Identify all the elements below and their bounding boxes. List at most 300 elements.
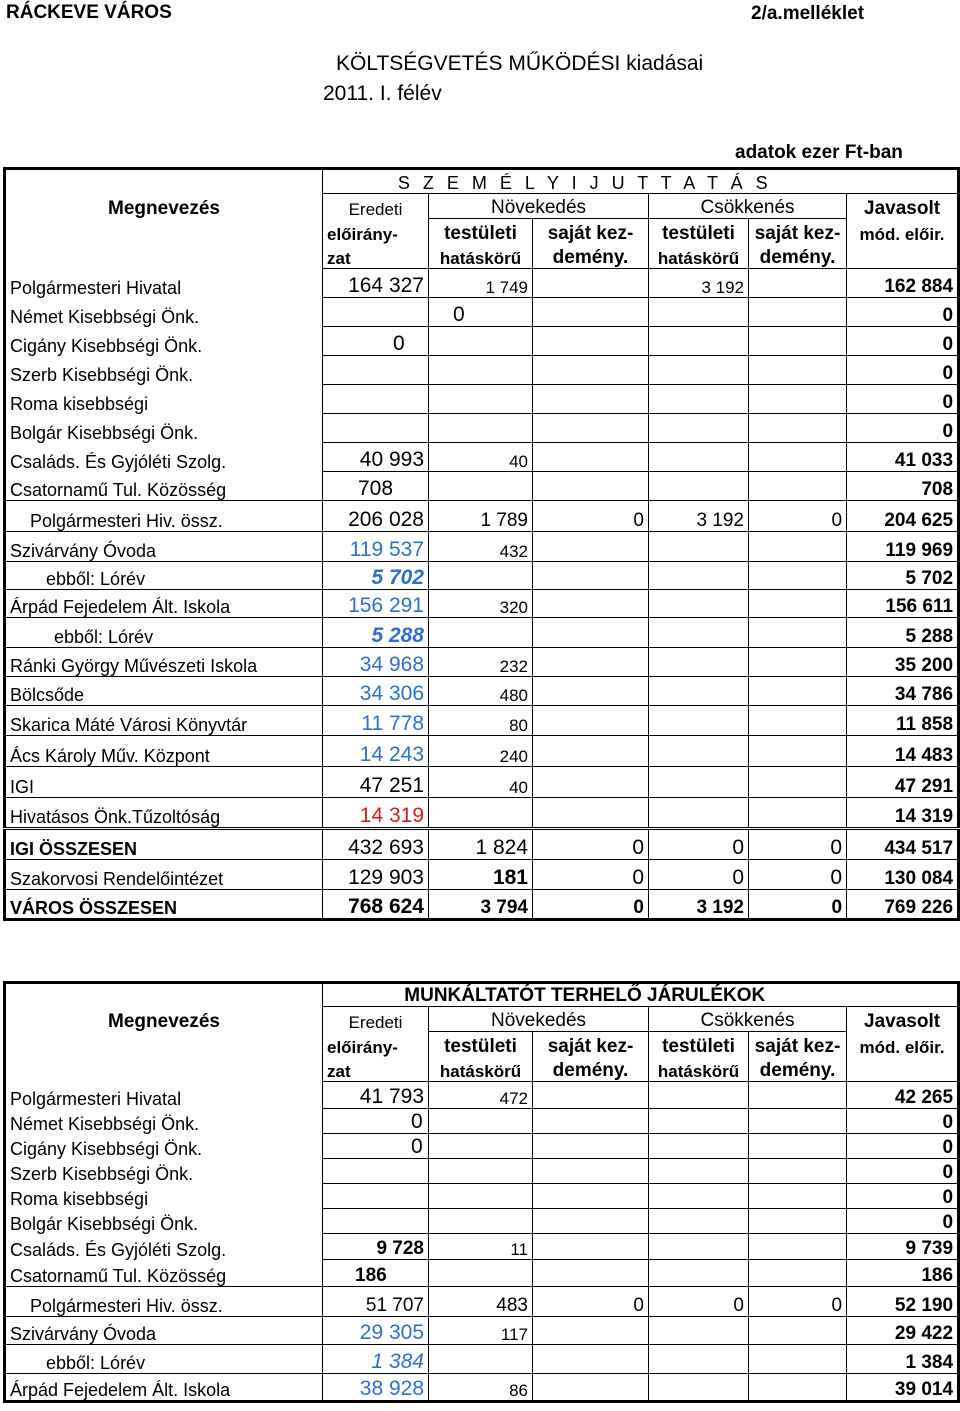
s2-cell-inc-c: 11 (429, 1234, 533, 1260)
s1-cell-inc-c (429, 798, 533, 829)
table-row (5, 798, 959, 829)
s1-row-name: Bölcsőde (5, 677, 323, 706)
s1-row-name: Skarica Máté Városi Könyvtár (5, 706, 323, 736)
s1-cell-orig: 14 243 (323, 736, 429, 767)
s2-cell-inc-c (429, 1134, 533, 1159)
table-row (5, 767, 959, 798)
column-header-inc-own-s2-2: demény. (533, 1057, 649, 1082)
s1-cell-dec-c (649, 327, 749, 356)
s1-row-name: Szerb Kisebbségi Önk. (10, 364, 194, 385)
s2-cell-dec-c (649, 1082, 749, 1109)
s2-cell-inc-c: 117 (429, 1317, 533, 1345)
column-header-original-2: előirány- (323, 219, 429, 244)
s1-cell-orig: 119 537 (323, 532, 429, 562)
s1-cell-dec-o: 0 (749, 860, 847, 890)
s1-cell-inc-c (429, 472, 533, 501)
s1-cell-prop: 41 033 (847, 443, 959, 472)
s2-cell-orig: 9 728 (323, 1234, 429, 1260)
table-row (5, 706, 959, 736)
header-row-2-3 (5, 1057, 959, 1082)
s1-cell-prop: 0 (847, 356, 959, 385)
personal-benefits-table (3, 167, 960, 921)
s1-cell-prop: 14 483 (847, 736, 959, 767)
s2-cell-inc-c (429, 1345, 533, 1374)
s1-cell-inc-c: 320 (429, 590, 533, 618)
s2-cell-prop: 0 (847, 1209, 959, 1234)
page-title: KÖLTSÉGVETÉS MŰKÖDÉSI kiadásai (336, 52, 704, 75)
s1-cell-prop: 14 319 (847, 798, 959, 829)
table-row (5, 590, 959, 618)
s1-cell-prop: 0 (847, 327, 959, 356)
column-header-name: Megnevezés (108, 197, 220, 219)
s1-cell-orig (323, 414, 429, 443)
table-row (5, 501, 959, 532)
s1-cell-inc-c (429, 385, 533, 414)
s1-cell-inc-c: 40 (429, 443, 533, 472)
s1-cell-inc-c (429, 618, 533, 648)
s1-cell-inc-c: 181 (429, 860, 533, 890)
s1-cell-inc-o: 0 (533, 501, 649, 532)
s1-cell-dec-c (649, 298, 749, 327)
table-row (5, 1159, 959, 1184)
s1-cell-orig: 5 288 (323, 618, 429, 648)
table-row (5, 443, 959, 472)
s1-row-name: Csatornamű Tul. Közösség (10, 480, 227, 501)
s2-cell-inc-o (533, 1184, 649, 1209)
s1-cell-dec-o (749, 327, 847, 356)
table-row (5, 472, 959, 501)
table-row (5, 1209, 959, 1234)
s1-cell-prop: 5 288 (847, 618, 959, 648)
s1-cell-dec-c (649, 414, 749, 443)
s2-cell-orig: 186 (323, 1260, 429, 1287)
s2-cell-prop: 0 (847, 1109, 959, 1134)
s2-row-name: ebből: Lórév (5, 1345, 323, 1374)
column-header-original-s2-3: zat (323, 1057, 429, 1082)
s1-cell-inc-c: 1 789 (429, 501, 533, 532)
s1-cell-inc-c (429, 298, 533, 327)
s2-cell-prop: 42 265 (847, 1082, 959, 1109)
s1-cell-orig: 47 251 (323, 767, 429, 798)
s2-row-name: Szerb Kisebbségi Önk. (10, 1163, 194, 1184)
s2-cell-prop: 0 (847, 1134, 959, 1159)
s2-cell-dec-o (749, 1260, 847, 1287)
unit-note: adatok ezer Ft-ban (735, 142, 903, 163)
s1-cell-orig: 432 693 (323, 829, 429, 860)
s2-cell-dec-c (649, 1317, 749, 1345)
column-header-increase: Növekedés (429, 194, 649, 219)
table-row (5, 1184, 959, 1209)
s1-cell-inc-o: 0 (533, 890, 649, 920)
s1-cell-dec-o (749, 648, 847, 677)
s1-cell-orig: 0 (323, 327, 429, 356)
s1-row-name: Ránki György Művészeti Iskola (5, 648, 323, 677)
s1-cell-inc-o: 0 (533, 860, 649, 890)
table-row (5, 269, 959, 298)
s1-cell-dec-c (649, 618, 749, 648)
s1-cell-inc-c: 80 (429, 706, 533, 736)
s1-cell-inc-o (533, 798, 649, 829)
s1-cell-orig: 11 778 (323, 706, 429, 736)
column-header-dec-own-s2-2: demény. (749, 1057, 847, 1082)
s1-cell-dec-o (749, 590, 847, 618)
s1-cell-dec-o: 0 (749, 890, 847, 920)
s1-cell-dec-c (649, 677, 749, 706)
s2-cell-inc-o (533, 1260, 649, 1287)
s1-cell-inc-c (429, 414, 533, 443)
table-row (5, 618, 959, 648)
s2-cell-dec-c (649, 1260, 749, 1287)
table-row (5, 890, 959, 920)
s1-cell-dec-c (649, 472, 749, 501)
column-header-inc-council-s2: testületi (429, 1032, 533, 1057)
s2-cell-inc-c (429, 1109, 533, 1134)
s1-cell-prop: 434 517 (847, 829, 959, 860)
s1-cell-prop: 119 969 (847, 532, 959, 562)
table-row (5, 1109, 959, 1134)
s1-cell-inc-c: 1 749 (429, 269, 533, 298)
s1-cell-prop: 130 084 (847, 860, 959, 890)
s1-cell-prop: 0 (847, 298, 959, 327)
s1-cell-inc-o (533, 269, 649, 298)
s1-cell-orig: 0 (323, 298, 429, 327)
s2-cell-dec-c (649, 1345, 749, 1374)
s1-cell-prop: 769 226 (847, 890, 959, 920)
s1-cell-dec-c (649, 798, 749, 829)
s1-cell-dec-c (649, 706, 749, 736)
s2-row-name: Csatornamű Tul. Közösség (10, 1266, 227, 1287)
s2-cell-inc-c: 472 (429, 1082, 533, 1109)
s1-cell-dec-c: 3 192 (649, 890, 749, 920)
table-row (5, 298, 959, 327)
s2-cell-prop: 1 384 (847, 1345, 959, 1374)
s1-cell-dec-o (749, 618, 847, 648)
table-row (5, 860, 959, 890)
s1-cell-inc-o (533, 443, 649, 472)
s1-cell-inc-o (533, 472, 649, 501)
s2-cell-dec-o (749, 1345, 847, 1374)
s1-cell-dec-c (649, 648, 749, 677)
column-header-dec-own-2: demény. (749, 244, 847, 269)
s2-cell-inc-o: 0 (533, 1287, 649, 1317)
s1-cell-inc-o (533, 385, 649, 414)
s2-cell-inc-c (429, 1159, 533, 1184)
city-name: RÁCKEVE VÁROS (6, 2, 172, 23)
column-header-modified-s2: mód. előir. (847, 1032, 959, 1057)
s2-cell-dec-c (649, 1159, 749, 1184)
column-header-original-s2: Eredeti (323, 1007, 429, 1032)
s2-cell-dec-c (649, 1234, 749, 1260)
header-row-1 (5, 194, 959, 219)
section1-banner: S Z E M É L Y I J U T T A T Á S (323, 169, 847, 194)
s1-cell-inc-c (429, 562, 533, 590)
s1-cell-inc-o (533, 677, 649, 706)
s1-cell-prop: 11 858 (847, 706, 959, 736)
table-row (5, 532, 959, 562)
s1-row-name: Árpád Fejedelem Ált. Iskola (5, 590, 323, 618)
s1-row-name: Hivatásos Önk.Tűzoltóság (5, 798, 323, 829)
s2-row-name: Roma kisebbségi (10, 1188, 149, 1209)
table-row (5, 1287, 959, 1317)
table-row (5, 414, 959, 443)
s2-cell-inc-o (533, 1345, 649, 1374)
column-header-inc-own-2: demény. (533, 244, 649, 269)
table-row (5, 648, 959, 677)
s1-cell-inc-o (533, 532, 649, 562)
s2-row-name: Polgármesteri Hiv. össz. (5, 1287, 323, 1317)
column-header-dec-council-2: hatáskörű (649, 244, 749, 269)
s2-cell-prop: 52 190 (847, 1287, 959, 1317)
s1-cell-dec-o (749, 443, 847, 472)
page-period: 2011. I. félév (323, 82, 442, 105)
s1-cell-dec-c: 3 192 (649, 269, 749, 298)
s1-cell-orig: 34 968 (323, 648, 429, 677)
s2-cell-inc-o (533, 1159, 649, 1184)
s2-cell-inc-o (533, 1234, 649, 1260)
table-row (5, 1234, 959, 1260)
s1-cell-prop: 0 (847, 385, 959, 414)
s2-cell-dec-c (649, 1209, 749, 1234)
s2-cell-dec-o (749, 1082, 847, 1109)
s1-row-name: Cigány Kisebbségi Önk. (10, 335, 203, 356)
s1-cell-dec-o (749, 677, 847, 706)
s1-cell-inc-o (533, 298, 649, 327)
s1-cell-inc-c (429, 356, 533, 385)
s1-row-name: Polgármesteri Hivatal (10, 277, 182, 298)
s2-cell-prop: 39 014 (847, 1374, 959, 1402)
s2-cell-orig (323, 1209, 429, 1234)
table-row (5, 736, 959, 767)
s1-cell-orig: 129 903 (323, 860, 429, 890)
table-row (5, 356, 959, 385)
s1-cell-dec-c (649, 736, 749, 767)
column-header-inc-council: testületi (429, 219, 533, 244)
s1-cell-dec-o (749, 767, 847, 798)
s2-cell-orig: 29 305 (323, 1317, 429, 1345)
s2-row-name: Polgármesteri Hivatal (10, 1088, 182, 1109)
s1-cell-prop: 156 611 (847, 590, 959, 618)
s1-cell-orig: 164 327 (323, 269, 429, 298)
s2-cell-orig (323, 1159, 429, 1184)
s2-cell-inc-c: 483 (429, 1287, 533, 1317)
s1-cell-prop: 47 291 (847, 767, 959, 798)
s1-cell-dec-o (749, 298, 847, 327)
section2-banner: MUNKÁLTATÓT TERHELŐ JÁRULÉKOK (323, 983, 847, 1007)
s2-cell-dec-o: 0 (749, 1287, 847, 1317)
s2-cell-dec-o (749, 1159, 847, 1184)
s1-cell-dec-c (649, 767, 749, 798)
column-header-inc-council-s2-2: hatáskörű (429, 1057, 533, 1082)
s1-cell-inc-o (533, 562, 649, 590)
s1-cell-dec-c (649, 443, 749, 472)
s2-cell-dec-c (649, 1374, 749, 1402)
s2-cell-prop: 0 (847, 1184, 959, 1209)
s2-cell-dec-o (749, 1109, 847, 1134)
s1-cell-inc-c: 432 (429, 532, 533, 562)
s1-cell-orig (323, 356, 429, 385)
table-row (5, 677, 959, 706)
column-header-original-s2-2: előirány- (323, 1032, 429, 1057)
column-header-proposed-s2: Javasolt (847, 1007, 959, 1032)
s1-cell-orig: 206 028 (323, 501, 429, 532)
s1-row-name: Polgármesteri Hiv. össz. (5, 501, 323, 532)
s1-cell-dec-o (749, 385, 847, 414)
s1-cell-orig (323, 385, 429, 414)
header-row-2-1 (5, 1007, 959, 1032)
s1-cell-dec-o (749, 532, 847, 562)
s1-cell-orig: 708 (323, 472, 429, 501)
s2-cell-dec-o (749, 1317, 847, 1345)
s2-cell-inc-o (533, 1317, 649, 1345)
s1-row-name: Roma kisebbségi (10, 393, 149, 414)
column-header-decrease-s2: Csökkenés (649, 1007, 847, 1032)
s2-cell-prop: 0 (847, 1159, 959, 1184)
s1-cell-prop: 34 786 (847, 677, 959, 706)
s1-cell-inc-o (533, 327, 649, 356)
s2-cell-inc-o (533, 1374, 649, 1402)
table-row (5, 385, 959, 414)
column-header-inc-own: saját kez- (533, 219, 649, 244)
s2-row-name: Szivárvány Óvoda (5, 1317, 323, 1345)
s2-cell-dec-o (749, 1374, 847, 1402)
s2-cell-inc-c (429, 1209, 533, 1234)
column-header-original: Eredeti (323, 194, 429, 219)
s1-cell-inc-c: 240 (429, 736, 533, 767)
s2-cell-inc-c: 86 (429, 1374, 533, 1402)
table-row (5, 1317, 959, 1345)
s1-cell-prop: 162 884 (847, 269, 959, 298)
column-header-dec-council-s2: testületi (649, 1032, 749, 1057)
s1-cell-inc-o (533, 618, 649, 648)
s2-cell-inc-c (429, 1260, 533, 1287)
s1-cell-dec-c: 0 (649, 860, 749, 890)
column-header-original-3: zat (323, 244, 429, 269)
header-row-3 (5, 244, 959, 269)
s2-cell-inc-o (533, 1209, 649, 1234)
s1-cell-orig: 34 306 (323, 677, 429, 706)
column-header-dec-council: testületi (649, 219, 749, 244)
s1-row-name: IGI (5, 767, 323, 798)
s1-row-name: Német Kisebbségi Önk. (10, 306, 200, 327)
s1-row-name: Szivárvány Óvoda (5, 532, 323, 562)
s1-cell-orig: 156 291 (323, 590, 429, 618)
s2-cell-orig: 0 (323, 1109, 429, 1134)
s2-row-name: Árpád Fejedelem Ált. Iskola (5, 1374, 323, 1402)
s2-cell-inc-o (533, 1109, 649, 1134)
table-row (5, 1345, 959, 1374)
s1-cell-inc-o (533, 706, 649, 736)
table-row (5, 562, 959, 590)
table-row (5, 829, 959, 860)
s1-cell-prop: 35 200 (847, 648, 959, 677)
s2-cell-prop: 186 (847, 1260, 959, 1287)
s1-cell-orig: 14 319 (323, 798, 429, 829)
column-header-decrease: Csökkenés (649, 194, 847, 219)
s2-cell-dec-o (749, 1234, 847, 1260)
s1-row-name: VÁROS ÖSSZESEN (5, 890, 323, 920)
personal-benefits-rows (5, 269, 959, 920)
s1-cell-dec-o (749, 562, 847, 590)
s1-cell-dec-o (749, 798, 847, 829)
s2-cell-dec-c (649, 1184, 749, 1209)
s1-cell-inc-o (533, 767, 649, 798)
s1-cell-dec-c: 0 (649, 829, 749, 860)
s1-cell-inc-c: 1 824 (429, 829, 533, 860)
employer-contributions-table (3, 981, 960, 1403)
table-row (5, 1374, 959, 1402)
s1-cell-prop: 0 (847, 414, 959, 443)
banner-row (5, 169, 959, 194)
s2-cell-dec-c (649, 1134, 749, 1159)
s2-cell-orig: 51 707 (323, 1287, 429, 1317)
s2-cell-dec-o (749, 1184, 847, 1209)
s1-cell-inc-c: 40 (429, 767, 533, 798)
s1-row-name: Bolgár Kisebbségi Önk. (10, 422, 199, 443)
s2-cell-orig (323, 1184, 429, 1209)
column-header-dec-own-s2: saját kez- (749, 1032, 847, 1057)
header-row-2 (5, 219, 959, 244)
s1-cell-inc-c: 480 (429, 677, 533, 706)
s2-row-name: Cigány Kisebbségi Önk. (10, 1138, 203, 1159)
s1-cell-dec-o (749, 472, 847, 501)
s1-cell-prop: 5 702 (847, 562, 959, 590)
s2-cell-dec-o (749, 1134, 847, 1159)
s1-row-name: Ács Károly Műv. Központ (5, 736, 323, 767)
s1-cell-inc-o (533, 590, 649, 618)
s1-cell-dec-o (749, 356, 847, 385)
header-row-2-2 (5, 1032, 959, 1057)
s1-cell-dec-o (749, 414, 847, 443)
column-header-inc-own-s2: saját kez- (533, 1032, 649, 1057)
s1-cell-inc-o (533, 648, 649, 677)
s2-cell-orig: 0 (323, 1134, 429, 1159)
s2-row-name: Családs. És Gyjóléti Szolg. (10, 1239, 227, 1260)
s1-cell-orig: 40 993 (323, 443, 429, 472)
table-row (5, 1134, 959, 1159)
s1-row-name: Szakorvosi Rendelőintézet (5, 860, 323, 890)
column-header-modified: mód. előir. (847, 219, 959, 244)
banner-row-2 (5, 983, 959, 1007)
s1-cell-inc-o (533, 736, 649, 767)
table-row (5, 1082, 959, 1109)
s2-row-name: Bolgár Kisebbségi Önk. (10, 1213, 199, 1234)
s2-row-name: Német Kisebbségi Önk. (10, 1113, 200, 1134)
s1-cell-dec-c: 3 192 (649, 501, 749, 532)
s1-cell-dec-c (649, 385, 749, 414)
column-header-proposed: Javasolt (847, 194, 959, 219)
s1-cell-inc-c (429, 327, 533, 356)
s1-cell-dec-o: 0 (749, 829, 847, 860)
column-header-inc-council-2: hatáskörű (429, 244, 533, 269)
employer-contributions-rows (5, 1082, 959, 1402)
table-row (5, 1260, 959, 1287)
s1-cell-inc-c: 232 (429, 648, 533, 677)
s1-cell-dec-c (649, 532, 749, 562)
s2-cell-prop: 29 422 (847, 1317, 959, 1345)
column-header-name-2: Megnevezés (108, 1010, 220, 1032)
annex-label: 2/a.melléklet (751, 3, 865, 24)
s1-cell-prop: 708 (847, 472, 959, 501)
s2-cell-dec-c (649, 1109, 749, 1134)
s2-cell-dec-c: 0 (649, 1287, 749, 1317)
column-header-dec-own: saját kez- (749, 219, 847, 244)
s2-cell-orig: 41 793 (323, 1082, 429, 1109)
column-header-increase-s2: Növekedés (429, 1007, 649, 1032)
s1-cell-inc-o (533, 356, 649, 385)
s1-row-name: IGI ÖSSZESEN (5, 829, 323, 860)
table-row (5, 327, 959, 356)
s1-cell-orig: 5 702 (323, 562, 429, 590)
